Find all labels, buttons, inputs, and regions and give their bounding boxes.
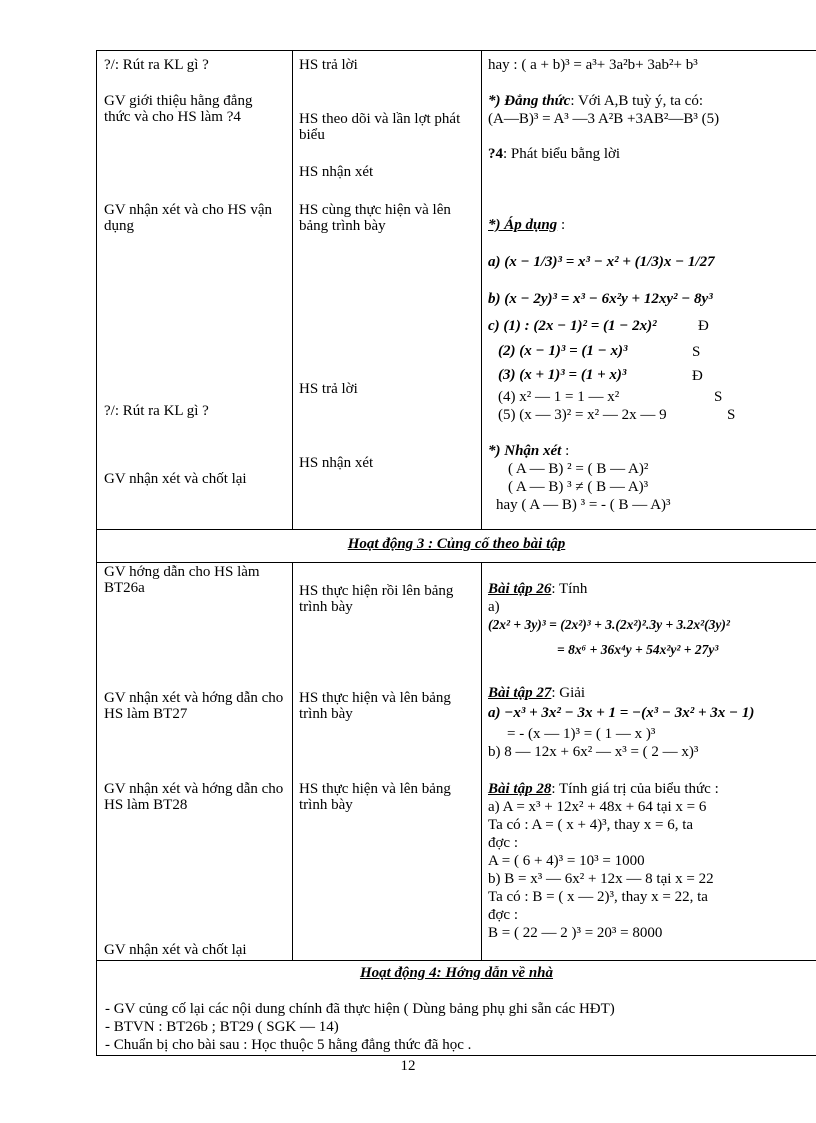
mark-false: S	[714, 389, 723, 405]
bt27-heading	[488, 685, 585, 701]
teacher-bt27: GV nhận xét và hớng dẫn cho HS làm BT27	[104, 690, 284, 722]
row-divider	[97, 529, 816, 530]
remark-colon: :	[561, 443, 570, 459]
bt28-line: A = ( 6 + 4)³ = 10³ = 1000	[488, 853, 645, 869]
teacher-close: GV nhận xét và chốt lại	[104, 942, 247, 958]
student-bt28: HS thực hiện và lên bảng trình bày	[299, 781, 451, 813]
apply-c1: c) (1) : (2x − 1)² = (1 − 2x)²	[488, 318, 657, 334]
apply-a: a) (x − 1/3)³ = x³ − x² + (1/3)x − 1/27	[488, 254, 715, 270]
teacher-close: GV nhận xét và chốt lại	[104, 471, 247, 487]
identity-line	[488, 93, 703, 109]
apply-c4: (4) x² — 1 = 1 — x²	[498, 389, 620, 405]
mark-true: Đ	[698, 318, 709, 334]
bt27-text: : Giải	[551, 685, 586, 701]
bt28-text: : Tính giá trị của biểu thức :	[551, 781, 719, 797]
remark-label: *) Nhận xét	[488, 443, 562, 459]
student-comment: HS nhận xét	[299, 455, 374, 471]
bt28-line: a) A = x³ + 12x² + 48x + 64 tại x = 6	[488, 799, 707, 815]
mark-true: Đ	[692, 368, 703, 384]
row-divider	[97, 960, 816, 961]
remark-line: ( A — B) ³ ≠ ( B — A)³	[508, 479, 649, 495]
homework-line: - BTVN : BT26b ; BT29 ( SGK — 14)	[105, 1019, 339, 1035]
apply-heading	[488, 217, 565, 233]
bt28-heading	[488, 781, 719, 797]
q4-label: ?4	[488, 146, 503, 162]
remark-heading	[488, 443, 569, 459]
bt28-line: b) B = x³ — 6x² + 12x — 8 tại x = 22	[488, 871, 714, 887]
bt26-formula-2: = 8x⁶ + 36x⁴y + 54x²y² + 27y³	[557, 642, 719, 657]
activity-3-heading: Hoạt động 3 : Củng cố theo bài tập	[347, 536, 566, 552]
bt28-line: đợc :	[488, 835, 519, 851]
student-present: HS cùng thực hiện và lên bảng trình bày	[299, 202, 451, 234]
page-number: 12	[400, 1058, 416, 1074]
apply-c2: (2) (x − 1)³ = (1 − x)³	[498, 343, 628, 359]
bt27-a: a) −x³ + 3x² − 3x + 1 = −(x³ − 3x² + 3x − 1)	[488, 705, 755, 721]
identity-formula: (A—B)³ = A³ —3 A²B +3AB²—B³ (5)	[488, 111, 720, 127]
bt26-a: a)	[488, 599, 500, 615]
identity-text: : Với A,B tuỳ ý, ta có:	[570, 93, 703, 109]
activity-4-heading: Hoạt động 4: Hớng dẫn về nhà	[359, 965, 554, 981]
mark-false: S	[727, 407, 736, 423]
q4-line	[488, 146, 620, 162]
apply-colon: :	[557, 217, 566, 233]
student-answer: HS trả lời	[299, 381, 358, 397]
cube-sum-formula: hay : ( a + b)³ = a³+ 3a²b+ 3ab²+ b³	[488, 57, 698, 73]
bt28-line: đợc :	[488, 907, 519, 923]
lesson-table	[96, 50, 816, 1056]
homework-line: - GV củng cố lại các nội dung chính đã thực hiện ( Dùng bảng phụ ghi sẵn các HĐT)	[105, 1001, 615, 1017]
remark-line: ( A — B) ² = ( B — A)²	[508, 461, 649, 477]
col-divider-2	[481, 562, 482, 960]
teacher-intro: GV giới thiệu hằng đẳng thức và cho HS làm ?4	[104, 93, 253, 125]
student-answer: HS trả lời	[299, 57, 358, 73]
col-divider-1	[292, 562, 293, 960]
teacher-apply: GV nhận xét và cho HS vận dụng	[104, 202, 273, 234]
question-conclusion: ?/: Rút ra KL gì ?	[104, 57, 209, 73]
bt26-label: Bài tập 26	[488, 581, 552, 597]
student-comment: HS nhận xét	[299, 164, 374, 180]
row-divider	[97, 562, 816, 563]
bt28-line: B = ( 22 — 2 )³ = 20³ = 8000	[488, 925, 663, 941]
bt26-text: : Tính	[551, 581, 588, 597]
bt26-formula-1: (2x² + 3y)³ = (2x²)³ + 3.(2x²)².3y + 3.2x²(3y)²	[488, 617, 730, 632]
col-divider-2	[481, 51, 482, 529]
student-bt27: HS thực hiện và lên bảng trình bày	[299, 690, 451, 722]
bt28-line: Ta có : A = ( x + 4)³, thay x = 6, ta	[488, 817, 694, 833]
bt26-heading	[488, 581, 587, 597]
teacher-bt28: GV nhận xét và hớng dẫn cho HS làm BT28	[104, 781, 284, 813]
question-conclusion: ?/: Rút ra KL gì ?	[104, 403, 209, 419]
bt27-a2: = - (x — 1)³ = ( 1 — x )³	[507, 726, 656, 742]
col-divider-1	[292, 51, 293, 529]
student-follow: HS theo dõi và lần lợt phát biểu	[299, 111, 461, 143]
mark-false: S	[692, 344, 701, 360]
apply-c5: (5) (x — 3)² = x² — 2x — 9	[498, 407, 667, 423]
bt27-b: b) 8 — 12x + 6x² — x³ = ( 2 — x)³	[488, 744, 699, 760]
apply-label: *) Áp dụng	[488, 217, 558, 233]
bt28-label: Bài tập 28	[488, 781, 552, 797]
bt27-label: Bài tập 27	[488, 685, 552, 701]
q4-text: : Phát biểu bằng lời	[503, 146, 621, 162]
remark-line: hay ( A — B) ³ = - ( B — A)³	[496, 497, 671, 513]
teacher-bt26: GV hớng dẫn cho HS làm BT26a	[104, 564, 260, 596]
apply-b: b) (x − 2y)³ = x³ − 6x²y + 12xy² − 8y³	[488, 291, 713, 307]
homework-line: - Chuẩn bị cho bài sau : Học thuộc 5 hằng đẳng thức đã học .	[105, 1037, 472, 1053]
apply-c3: (3) (x + 1)³ = (1 + x)³	[498, 367, 627, 383]
student-bt26: HS thực hiện rồi lên bảng trình bày	[299, 583, 454, 615]
bt28-line: Ta có : B = ( x — 2)³, thay x = 22, ta	[488, 889, 708, 905]
identity-label: *) Đẳng thức	[488, 93, 571, 109]
